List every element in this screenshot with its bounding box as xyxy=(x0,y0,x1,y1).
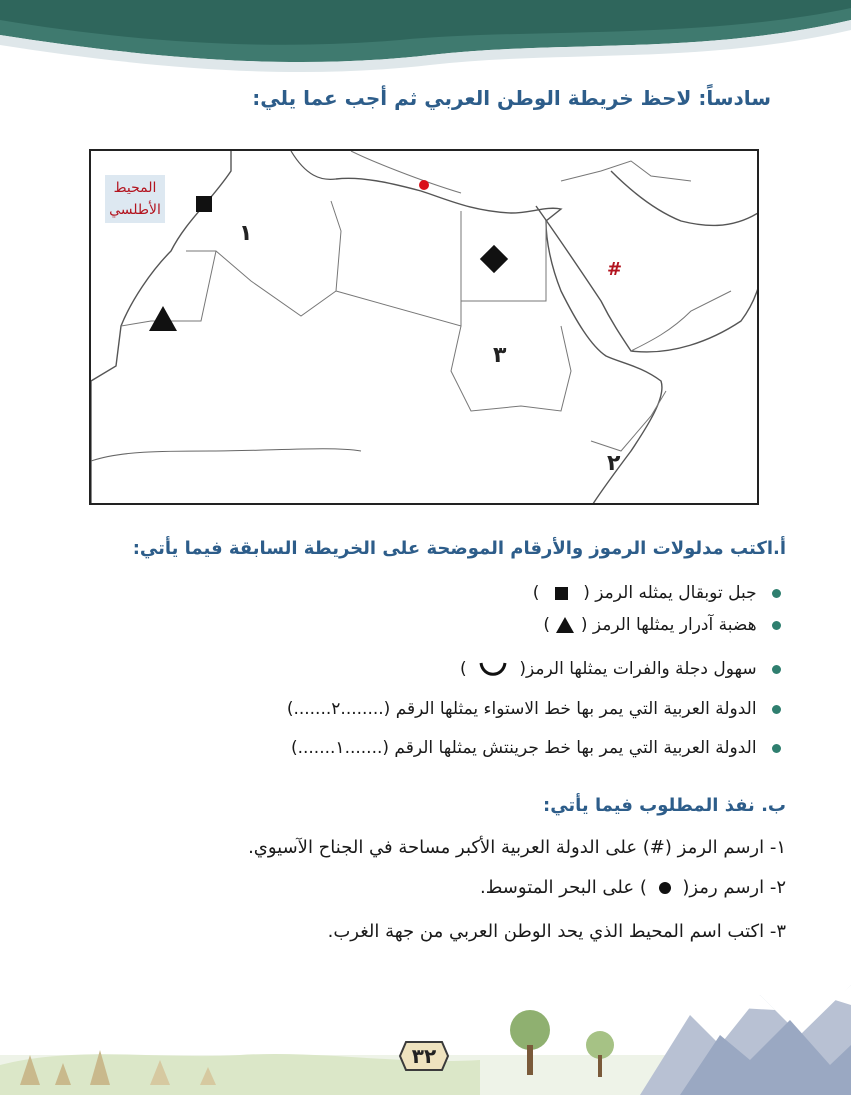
map-hash-mark: # xyxy=(607,259,623,280)
page-number: ٣٢ xyxy=(411,1044,437,1068)
section-b-title: ب. نفذ المطلوب فيما يأتي: xyxy=(543,795,786,816)
list-item: الدولة العربية التي يمر بها خط جرينتش يمثلها الرقم (.......١.......) xyxy=(81,735,781,761)
task-3: ٣- اكتب اسم المحيط الذي يحد الوطن العربي من جهة الغرب. xyxy=(327,921,786,942)
map-number-3: ٣ xyxy=(493,343,507,368)
bullet-icon xyxy=(772,621,781,630)
top-banner xyxy=(0,0,851,90)
task-2: ٢- ارسم رمز( ) على البحر المتوسط. xyxy=(480,877,786,898)
list-item: هضبة آدرار يمثلها الرمز ( ) xyxy=(81,612,781,638)
list-item: سهول دجلة والفرات يمثلها الرمز( ) xyxy=(81,656,781,682)
square-icon xyxy=(555,587,568,600)
list-item: الدولة العربية التي يمر بها خط الاستواء يمثلها الرقم (........٢.......) xyxy=(81,696,781,722)
crescent-symbol xyxy=(619,179,631,203)
triangle-symbol xyxy=(149,306,177,331)
section-a-title: أ.اكتب مدلولات الرموز والأرقام الموضحة على الخريطة السابقة فيما يأتي: xyxy=(132,538,786,559)
bullet-icon xyxy=(772,589,781,598)
list-item: جبل توبقال يمثله الرمز ( ) xyxy=(81,580,781,606)
map-number-1: ١ xyxy=(239,221,253,246)
dot-icon xyxy=(659,882,671,894)
diamond-symbol xyxy=(480,245,508,273)
bullet-icon xyxy=(772,744,781,753)
arab-world-map xyxy=(89,149,759,505)
mediterranean-dot xyxy=(419,180,429,190)
triangle-icon xyxy=(555,616,575,634)
exercise-heading: سادساً: لاحظ خريطة الوطن العربي ثم أجب عما يلي: xyxy=(252,86,771,110)
bullet-icon xyxy=(772,665,781,674)
square-symbol xyxy=(196,196,212,212)
map-number-2: ٢ xyxy=(607,451,621,476)
map-outline xyxy=(91,151,759,505)
footer-landscape xyxy=(0,975,851,1095)
crescent-icon xyxy=(478,660,508,678)
task-1: ١- ارسم الرمز (#) على الدولة العربية الأكبر مساحة في الجناح الآسيوي. xyxy=(248,837,786,858)
atlantic-ocean-label: المحيط الأطلسي xyxy=(105,175,165,223)
page-number-badge xyxy=(398,1038,450,1074)
bullet-icon xyxy=(772,705,781,714)
